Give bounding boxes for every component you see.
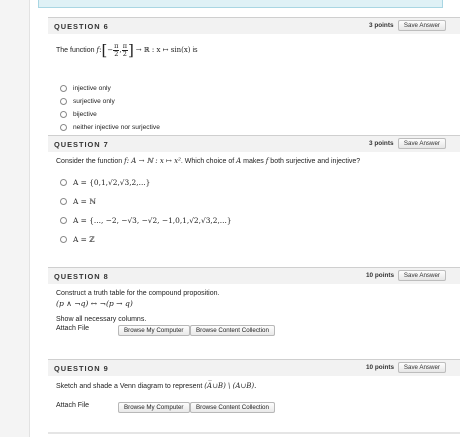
question-6-interval-den1: 2 (114, 49, 119, 58)
question-6-interval-right: ] (127, 41, 134, 59)
option-label: bijective (73, 111, 97, 118)
radio-button[interactable] (60, 236, 67, 243)
question-8-instruction: Construct a truth table for the compound proposition. (56, 290, 220, 297)
question-7-stem-a: A (236, 157, 242, 165)
question-9-stem-prefix: Sketch and shade a Venn diagram to represent (56, 383, 203, 390)
question-8-header (48, 267, 460, 284)
radio-button[interactable] (60, 198, 67, 205)
question-6-stem-f: f (96, 46, 100, 54)
radio-button[interactable] (60, 111, 67, 118)
question-9-points: 10 points (366, 364, 395, 371)
question-7-option-3[interactable] (60, 216, 232, 225)
question-9-save-button[interactable]: Save Answer (398, 362, 446, 373)
question-6-interval-num1: π (114, 41, 119, 50)
radio-button[interactable] (60, 217, 67, 224)
radio-button[interactable] (60, 85, 67, 92)
question-7-stem-f: f (265, 157, 269, 165)
question-9-browse-my-computer-button[interactable]: Browse My Computer (118, 402, 190, 413)
option-label: A = {..., −2, −√3, −√2, −1,0,1,√2,√3,2,...} (73, 216, 232, 225)
question-6 (48, 17, 460, 144)
question-6-stem-suffix: is (192, 46, 198, 54)
question-7-stem-mid2: makes (243, 158, 264, 165)
question-6-option-1[interactable] (60, 85, 111, 92)
option-label: injective only (73, 85, 111, 92)
question-8-points: 10 points (366, 272, 395, 279)
question-8 (48, 267, 460, 364)
question-6-stem-prefix: The function (56, 46, 95, 54)
question-9-title: QUESTION 9 (54, 364, 109, 373)
option-label: A = ℤ (73, 235, 95, 244)
question-6-option-3[interactable] (60, 111, 97, 118)
question-9-browse-content-collection-button[interactable]: Browse Content Collection (190, 402, 275, 413)
top-banner (38, 0, 443, 8)
question-6-points: 3 points (369, 22, 394, 29)
question-7-header (48, 135, 460, 152)
question-8-attach-label: Attach File (56, 325, 90, 332)
question-9-attach-label: Attach File (56, 402, 90, 409)
option-label: surjective only (73, 98, 115, 105)
option-label: neither injective nor surjective (73, 124, 160, 131)
question-6-stem-colon: : (99, 46, 102, 54)
question-6-stem (56, 41, 198, 59)
question-7-stem-math: f: A → ℕ : x ↦ x² (124, 157, 181, 165)
question-6-save-button[interactable]: Save Answer (398, 20, 446, 31)
question-9 (48, 359, 460, 436)
question-8-title: QUESTION 8 (54, 272, 109, 281)
question-6-interval-neg: − (107, 46, 114, 54)
question-6-option-2[interactable] (60, 98, 115, 105)
question-6-interval-comma: , (119, 46, 122, 54)
question-6-header (48, 17, 460, 34)
question-9-stem (56, 382, 256, 390)
question-8-columns-note: Show all necessary columns. (56, 316, 147, 323)
question-8-browse-my-computer-button[interactable]: Browse My Computer (118, 325, 190, 336)
question-6-interval-den2: 2 (122, 49, 127, 58)
question-7-points: 3 points (369, 140, 394, 147)
question-7 (48, 135, 460, 264)
question-7-title: QUESTION 7 (54, 140, 109, 149)
option-label: A = {0,1,√2,√3,2,...} (73, 178, 151, 187)
question-7-option-1[interactable] (60, 178, 150, 187)
question-8-proposition: (p ∧ ¬q) ↔ ¬(p → q) (56, 299, 133, 308)
question-6-stem-map: → ℝ : x ↦ sin(x) (135, 46, 191, 54)
left-rail (0, 0, 30, 437)
question-7-stem (56, 157, 360, 165)
question-9-header (48, 359, 460, 376)
question-7-option-2[interactable] (60, 197, 96, 206)
question-7-stem-mid: . Which choice of (180, 158, 235, 165)
question-8-browse-content-collection-button[interactable]: Browse Content Collection (190, 325, 275, 336)
question-6-interval-left: [ (101, 41, 108, 59)
question-9-stem-math: (A̅∪B) \ (A∪B). (204, 382, 257, 390)
question-7-save-button[interactable]: Save Answer (398, 138, 446, 149)
question-7-stem-prefix: Consider the function (56, 158, 123, 165)
radio-button[interactable] (60, 98, 67, 105)
question-8-save-button[interactable]: Save Answer (398, 270, 446, 281)
bottom-divider (48, 432, 460, 434)
question-6-option-4[interactable] (60, 124, 160, 131)
radio-button[interactable] (60, 179, 67, 186)
question-6-interval-num2: π (122, 41, 127, 50)
question-7-option-4[interactable] (60, 235, 95, 244)
radio-button[interactable] (60, 124, 67, 131)
question-7-stem-suffix: both surjective and injective? (270, 158, 361, 165)
question-6-title: QUESTION 6 (54, 22, 109, 31)
option-label: A = ℕ (73, 197, 96, 206)
